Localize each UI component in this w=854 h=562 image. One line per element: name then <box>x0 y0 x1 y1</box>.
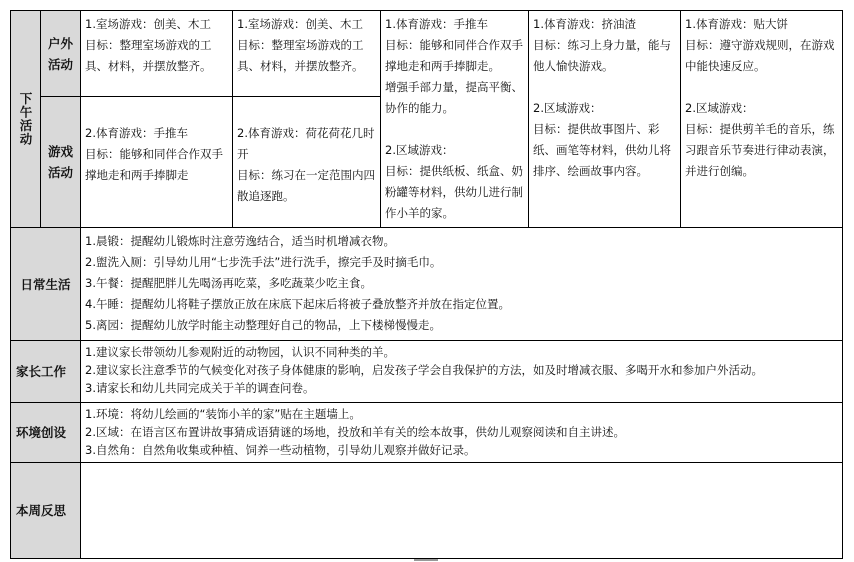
parents-item: 1.建议家长带领幼儿参观附近的动物园，认识不同种类的羊。 <box>85 345 395 359</box>
outdoor-cell-mon <box>81 11 233 97</box>
outdoor-cell-tue <box>233 11 381 97</box>
game-cell-mon <box>81 97 233 228</box>
daily-life-item: 2.盥洗入厕：引导幼儿用“七步洗手法”进行洗手，擦完手及时摘毛巾。 <box>85 255 442 269</box>
game-thu-line-1: 2.区域游戏： <box>533 101 602 115</box>
outdoor-mon-line-1: 1.室场游戏：创美、木工 <box>85 17 211 31</box>
outdoor-activity-header: 户外活动 <box>41 11 81 97</box>
game-wed-line-2: 目标：提供纸板、纸盒、奶粉罐等材料，供幼儿进行制作小羊的家。 <box>385 164 523 220</box>
outdoor-tue-line-2: 目标：整理室场游戏的工具、材料，并摆放整齐。 <box>237 38 364 73</box>
daily-life-content <box>81 228 843 341</box>
outdoor-wed-line-3: 增强手部力量，提高平衡、协作的能力。 <box>385 80 523 115</box>
daily-life-item: 5.离园：提醒幼儿放学时能主动整理好自己的物品，上下楼梯慢慢走。 <box>85 318 441 332</box>
environment-item: 1.环境：将幼儿绘画的“装饰小羊的家”贴在主题墙上。 <box>85 407 361 421</box>
outdoor-wed-line-1: 1.体育游戏：手推车 <box>385 17 488 31</box>
game-mon-line-2: 目标：能够和同伴合作双手撑地走和两手捧脚走 <box>85 147 223 183</box>
outdoor-row <box>11 11 843 97</box>
parents-item: 3.请家长和幼儿共同完成关于羊的调查问卷。 <box>85 381 315 395</box>
daily-life-header: 日常生活 <box>11 228 81 341</box>
outdoor-thu-line-2: 目标：练习上身力量，能与他人愉快游戏。 <box>533 38 671 73</box>
environment-content <box>81 403 843 463</box>
game-tue-line-2: 目标：练习在一定范围内四散追逐跑。 <box>237 168 375 204</box>
afternoon-activity-header: 下午活动 <box>11 11 41 228</box>
environment-item: 3.自然角：自然角收集或种植、饲养一些动植物，引导幼儿观察并做好记录。 <box>85 443 476 457</box>
outdoor-wed-line-2: 目标：能够和同伴合作双手撑地走和两手捧脚走。 <box>385 38 523 73</box>
game-thu-line-2: 目标：提供故事图片、彩纸、画笔等材料，供幼儿将排序、绘画故事内容。 <box>533 122 671 178</box>
page-edge-mark <box>414 559 438 561</box>
environment-header: 环境创设 <box>11 403 81 463</box>
afternoon-cell-wed <box>381 11 529 228</box>
outdoor-thu-line-1: 1.体育游戏：挤油渣 <box>533 17 636 31</box>
game-tue-line-1: 2.体育游戏：荷花荷花几时开 <box>237 126 375 162</box>
parents-work-header: 家长工作 <box>11 341 81 403</box>
afternoon-cell-thu <box>529 11 681 228</box>
afternoon-cell-fri <box>681 11 843 228</box>
outdoor-tue-line-1: 1.室场游戏：创美、木工 <box>237 17 363 31</box>
outdoor-fri-line-2: 目标：遵守游戏规则，在游戏中能快速反应。 <box>685 38 835 73</box>
parents-row <box>11 341 843 403</box>
game-activity-header: 游戏活动 <box>41 97 81 228</box>
weekly-reflection-content <box>81 463 843 559</box>
game-mon-line-1: 2.体育游戏：手推车 <box>85 126 188 141</box>
outdoor-mon-line-2: 目标：整理室场游戏的工具、材料，并摆放整齐。 <box>85 38 212 73</box>
game-cell-tue <box>233 97 381 228</box>
parents-work-content <box>81 341 843 403</box>
outdoor-fri-line-1: 1.体育游戏：贴大饼 <box>685 17 788 31</box>
daily-life-item: 3.午餐：提醒肥胖儿先喝汤再吃菜，多吃蔬菜少吃主食。 <box>85 276 372 290</box>
game-fri-line-1: 2.区域游戏： <box>685 101 754 115</box>
weekly-reflection-header: 本周反思 <box>11 463 81 559</box>
game-wed-line-1: 2.区域游戏： <box>385 143 454 157</box>
environment-item: 2.区域：在语言区布置讲故事猜成语猜谜的场地，投放和羊有关的绘本故事，供幼儿观察阅读和自主讲述。 <box>85 425 625 439</box>
daily-life-item: 1.晨锻：提醒幼儿锻炼时注意劳逸结合，适当时机增减衣物。 <box>85 234 395 248</box>
reflection-row <box>11 463 843 559</box>
environment-row <box>11 403 843 463</box>
daily-life-row <box>11 228 843 341</box>
weekly-plan-table <box>10 10 843 559</box>
daily-life-item: 4.午睡：提醒幼儿将鞋子摆放正放在床底下起床后将被子叠放整齐并放在指定位置。 <box>85 297 510 311</box>
parents-item: 2.建议家长注意季节的气候变化对孩子身体健康的影响，启发孩子学会自我保护的方法，如及时增减衣服、多喝开水和参加户外活动。 <box>85 363 763 377</box>
game-fri-line-2: 目标：提供剪羊毛的音乐，练习跟音乐节奏进行律动表演，并进行创编。 <box>685 122 835 178</box>
